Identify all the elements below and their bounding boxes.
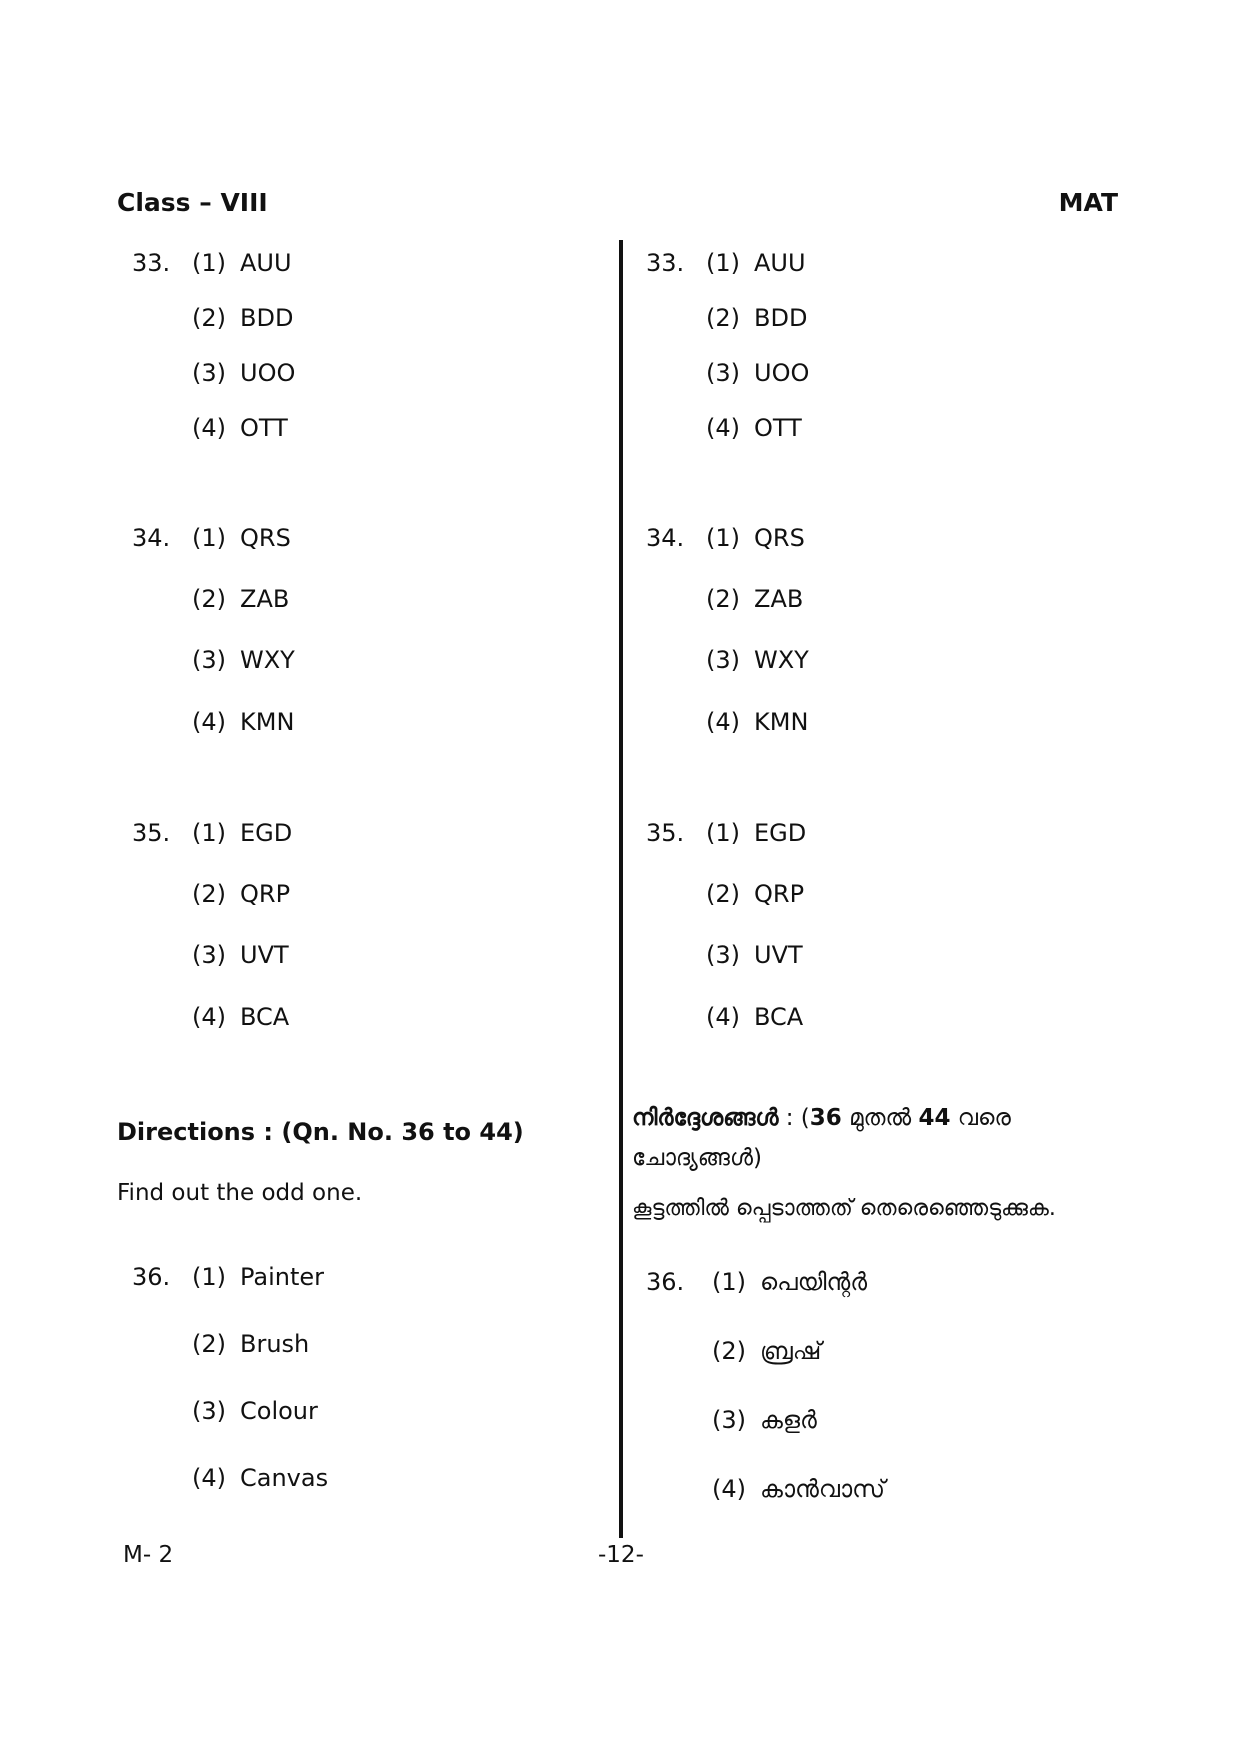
question-number: 34.: [646, 524, 685, 552]
booklet-code: M- 2: [123, 1542, 174, 1568]
option-1[interactable]: (1) Painter: [192, 1263, 325, 1291]
question-number: 36.: [646, 1268, 685, 1296]
option-3[interactable]: (3) WXY: [192, 646, 295, 674]
subject-label: MAT: [1058, 188, 1118, 217]
question-number: 33.: [646, 249, 685, 277]
option-2[interactable]: (2) ZAB: [706, 585, 804, 613]
option-3[interactable]: (3) Colour: [192, 1397, 318, 1425]
question-number: 35.: [646, 819, 685, 847]
option-2[interactable]: (2) QRP: [706, 880, 805, 908]
option-1[interactable]: (1) AUU: [706, 249, 806, 277]
option-2[interactable]: (2) BDD: [192, 304, 294, 332]
option-3[interactable]: (3) UOO: [706, 359, 810, 387]
question-number: 33.: [132, 249, 171, 277]
page-number: -12-: [598, 1542, 644, 1568]
option-1[interactable]: (1) AUU: [192, 249, 292, 277]
option-4[interactable]: (4) KMN: [706, 708, 809, 736]
option-2[interactable]: (2) ബ്രഷ്: [712, 1337, 822, 1365]
option-4[interactable]: (4) KMN: [192, 708, 295, 736]
option-4[interactable]: (4) Canvas: [192, 1464, 329, 1492]
directions-text-ml: കൂട്ടത്തിൽ പ്പെടാത്തത് തെരെഞ്ഞെടുക്കുക.: [632, 1196, 1056, 1221]
option-1[interactable]: (1) EGD: [706, 819, 807, 847]
column-divider: [619, 240, 623, 1538]
option-1[interactable]: (1) QRS: [192, 524, 291, 552]
question-number: 34.: [132, 524, 171, 552]
option-1[interactable]: (1) QRS: [706, 524, 805, 552]
option-3[interactable]: (3) UOO: [192, 359, 296, 387]
option-3[interactable]: (3) UVT: [706, 941, 803, 969]
option-2[interactable]: (2) BDD: [706, 304, 808, 332]
option-3[interactable]: (3) UVT: [192, 941, 289, 969]
option-4[interactable]: (4) OTT: [192, 414, 288, 442]
option-1[interactable]: (1) പെയിന്റർ: [712, 1268, 868, 1296]
option-2[interactable]: (2) ZAB: [192, 585, 290, 613]
question-number: 35.: [132, 819, 171, 847]
question-number: 36.: [132, 1263, 171, 1291]
option-4[interactable]: (4) BCA: [706, 1003, 804, 1031]
option-2[interactable]: (2) QRP: [192, 880, 291, 908]
option-2[interactable]: (2) Brush: [192, 1330, 310, 1358]
directions-title-ml: നിർദ്ദേശങ്ങൾ : (36 മുതൽ 44 വരെ ചോദ്യങ്ങൾ): [632, 1105, 1011, 1171]
option-4[interactable]: (4) കാൻവാസ്: [712, 1475, 886, 1503]
option-3[interactable]: (3) WXY: [706, 646, 809, 674]
class-label: Class – VIII: [117, 188, 268, 217]
option-4[interactable]: (4) BCA: [192, 1003, 290, 1031]
option-4[interactable]: (4) OTT: [706, 414, 802, 442]
option-1[interactable]: (1) EGD: [192, 819, 293, 847]
option-3[interactable]: (3) കളർ: [712, 1406, 817, 1434]
directions-text: Find out the odd one.: [117, 1180, 363, 1206]
directions-title: Directions : (Qn. No. 36 to 44): [117, 1118, 524, 1146]
